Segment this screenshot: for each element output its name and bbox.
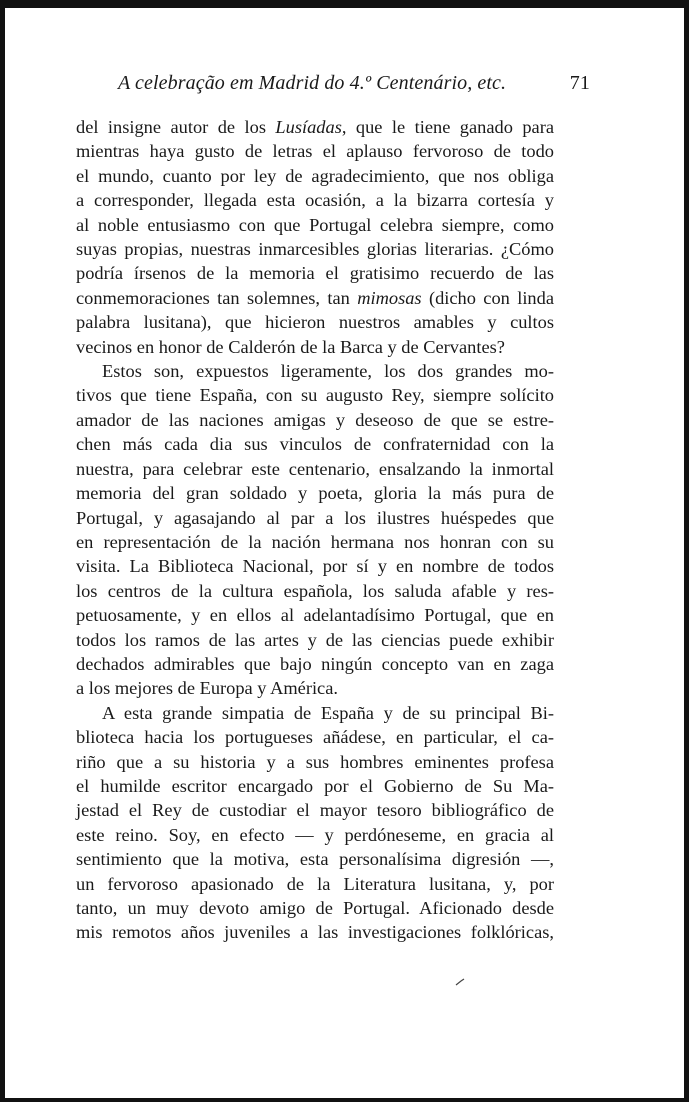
text-line: memoria del gran soldado y poeta, gloria la más pura de	[76, 483, 554, 504]
text-line: amador de las naciones amigas y deseoso de que se estre-	[76, 409, 554, 430]
text-line: los centros de la cultura española, los saluda afable y res-	[76, 580, 554, 601]
text-line: palabra lusitana), que hicieron nuestros amables y cultos	[76, 312, 554, 333]
text-line: en representación de la nación hermana nos honran con su	[76, 531, 554, 552]
text-line: visita. La Biblioteca Nacional, por sí y en nombre de todos	[76, 556, 554, 577]
text-line: mis remotos años juveniles a las investigaciones folklóricas,	[76, 922, 554, 943]
text-line: tivos que tiene España, con su augusto Rey, siempre solícito	[76, 385, 554, 406]
running-header	[76, 72, 590, 95]
text-line: del insigne autor de los Lusíadas, que le tiene ganado para	[76, 117, 554, 137]
text-line: A esta grande simpatia de España y de su principal Bi-	[102, 702, 554, 723]
text-line: a los mejores de Europa y América.	[76, 678, 338, 699]
body-text	[76, 115, 554, 945]
text-line: mientras haya gusto de letras el aplauso fervoroso de todo	[76, 141, 554, 162]
text-line: este reino. Soy, en efecto — y perdóneseme, en gracia al	[76, 824, 554, 845]
text-line: tanto, un muy devoto amigo de Portugal. Aficionado desde	[76, 898, 554, 918]
text-line: petuosamente, y en ellos al adelantadísimo Portugal, que en	[76, 605, 554, 626]
text-line: suyas propias, nuestras inmarcesibles glorias literarias. ¿Cómo	[76, 239, 554, 260]
text-line: vecinos en honor de Calderón de la Barca y de Cervantes?	[76, 336, 505, 357]
text-line: un fervoroso apasionado de la Literatura lusitana, y, por	[76, 873, 554, 894]
text-line: a corresponder, llegada esta ocasión, a la bizarra cortesía y	[76, 190, 554, 211]
text-line: Portugal, y agasajando al par a los ilustres huéspedes que	[76, 507, 554, 528]
scan-border-left	[0, 0, 5, 1102]
text-line: chen más cada dia sus vinculos de confraternidad con la	[76, 434, 554, 455]
text-line: el mundo, cuanto por ley de agradecimiento, que nos obliga	[76, 165, 554, 186]
text-line: nuestra, para celebrar este centenario, ensalzando la inmortal	[76, 458, 554, 479]
scan-border-top	[0, 0, 689, 8]
text-line: riño que a su historia y a sus hombres eminentes profesa	[76, 751, 554, 772]
text-line: Estos son, expuestos ligeramente, los dos grandes mo-	[102, 361, 554, 382]
text-line: todos los ramos de las artes y de las ciencias puede exhibir	[76, 629, 554, 650]
page-number: 71	[569, 72, 590, 94]
text-line: conmemoraciones tan solemnes, tan mimosas (dicho con linda	[76, 287, 554, 308]
text-line: podría írsenos de la memoria el gratisimo recuerdo de las	[76, 263, 554, 284]
text-line: sentimiento que la motiva, esta personalísima digresión —,	[76, 849, 554, 870]
text-line: blioteca hacia los portugueses añádese, en particular, el ca-	[76, 727, 554, 748]
text-line: el humilde escritor encargado por el Gobierno de Su Ma-	[76, 775, 554, 796]
running-title: A celebração em Madrid do 4.º Centenário, etc.	[118, 72, 507, 94]
scan-border-right	[684, 0, 689, 1102]
text-line: al noble entusiasmo con que Portugal celebra siempre, como	[76, 214, 554, 235]
text-line: dechados admirables que bajo ningún concepto van en zaga	[76, 653, 554, 674]
scan-border-bottom	[0, 1098, 689, 1102]
ink-speck-mark	[455, 975, 465, 983]
ink-speck-icon	[455, 978, 465, 986]
text-line: jestad el Rey de custodiar el mayor tesoro bibliográfico de	[76, 800, 554, 821]
